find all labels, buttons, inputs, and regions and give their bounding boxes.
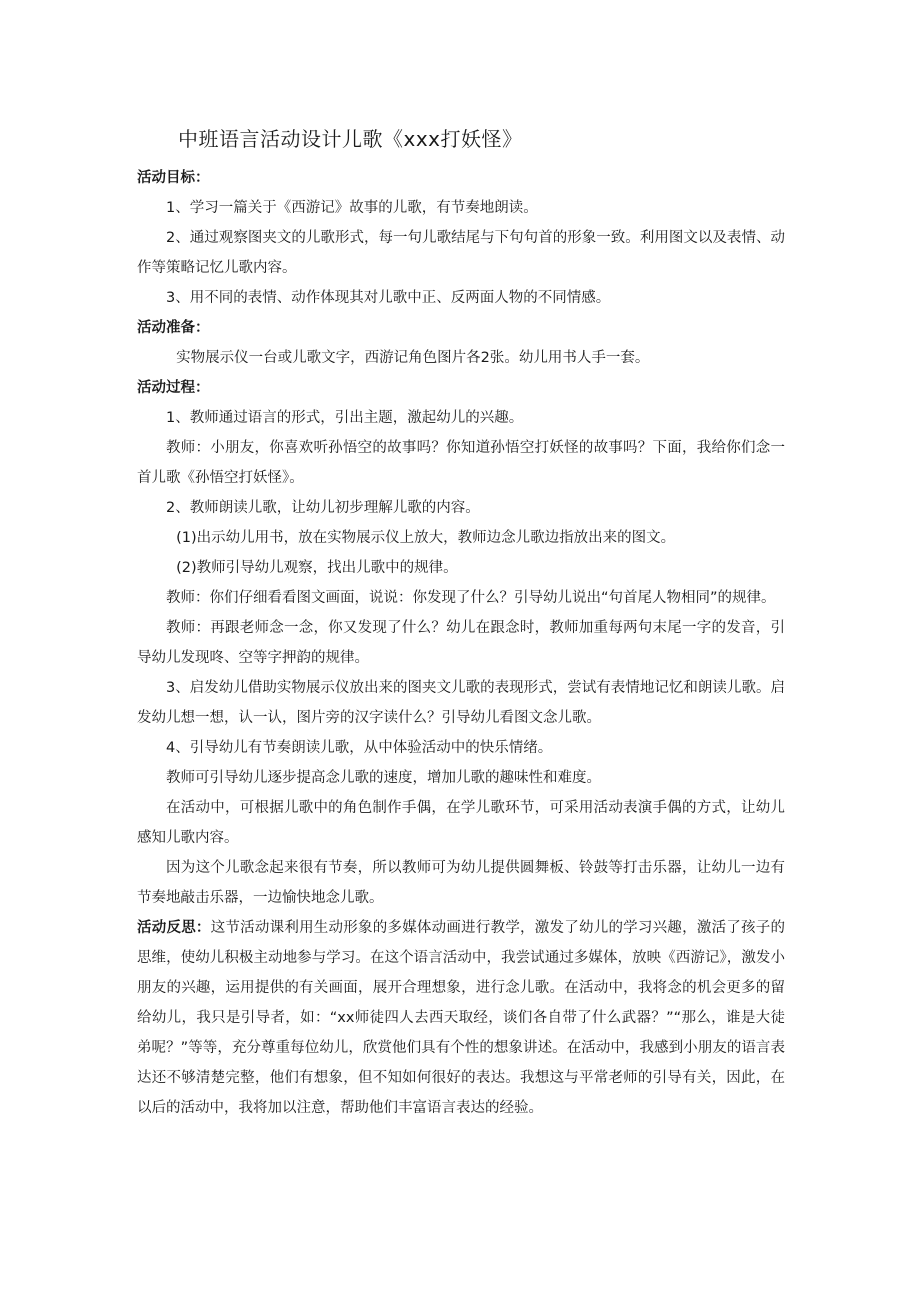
process-item: 2、教师朗读儿歌，让幼儿初步理解儿歌的内容。 [166,500,480,516]
goal-item: 3、用不同的表情、动作体现其对儿歌中正、反两面人物的不同情感。 [166,290,611,306]
goals-heading: 活动目标： [137,170,210,186]
process-item: 3、启发幼儿借助实物展示仪放出来的图夹文儿歌的表现形式，尝试有表情地记忆和朗读儿歌。启发幼儿想一想，认一认，图片旁的汉字读什么？引导幼儿看图文念儿歌。 [137,680,785,726]
goal-item: 2、通过观察图夹文的儿歌形式，每一句儿歌结尾与下句句首的形象一致。利用图文以及表情、动作等策略记忆儿歌内容。 [137,230,785,276]
goal-item: 1、学习一篇关于《西游记》故事的儿歌，有节奏地朗读。 [166,200,538,216]
process-item: 教师：小朋友，你喜欢听孙悟空的故事吗？你知道孙悟空打妖怪的故事吗？下面，我给你们念一首儿歌《孙悟空打妖怪》。 [137,440,785,486]
process-item: 教师：再跟老师念一念，你又发现了什么？幼儿在跟念时，教师加重每两句末尾一字的发音，引导幼儿发现咚、空等字押韵的规律。 [137,620,785,666]
process-item: 4、引导幼儿有节奏朗读儿歌，从中体验活动中的快乐情绪。 [166,740,553,756]
process-item: 教师可引导幼儿逐步提高念儿歌的速度，增加儿歌的趣味性和难度。 [166,770,601,786]
prep-text: 实物展示仪一台或儿歌文字，西游记角色图片各2张。幼儿用书人手一套。 [176,350,650,366]
process-item: (2)教师引导幼儿观察，找出儿歌中的规律。 [176,560,458,576]
process-heading: 活动过程： [137,380,210,396]
document-body [137,163,785,1123]
reflection-paragraph [137,913,785,1123]
process-item: 因为这个儿歌念起来很有节奏，所以教师可为幼儿提供圆舞板、铃鼓等打击乐器，让幼儿一边有节奏地敲击乐器，一边愉快地念儿歌。 [137,860,785,906]
document-title: 中班语言活动设计儿歌《xxx打妖怪》 [178,127,523,151]
prep-heading: 活动准备： [137,320,210,336]
reflection-heading: 活动反思： [137,920,211,936]
reflection-text: 这节活动课利用生动形象的多媒体动画进行教学，激发了幼儿的学习兴趣，激活了孩子的思维，使幼儿积极主动地参与学习。在这个语言活动中，我尝试通过多媒体，放映《西游记》，激发小朋友的兴趣，运用提供的有关画面，展开合理想象，进行念儿歌。在活动中，我将念的机会更多的留给幼儿，我只是引导者，如：“xx师徒四人去西天取经，谈们各自带了什么武器？”“那么，谁是大徒弟呢？”等等，充分尊重每位幼儿，欣赏他们具有个性的想象讲述。在活动中，我感到小朋友的语言表达还不够清楚完整，他们有想象，但不知如何很好的表达。我想这与平常老师的引导有关，因此，在以后的活动中，我将加以注意，帮助他们丰富语言表达的经验。 [137,920,786,1116]
process-item: 在活动中，可根据儿歌中的角色制作手偶，在学儿歌环节，可采用活动表演手偶的方式，让幼儿感知儿歌内容。 [137,800,785,846]
process-item: 教师：你们仔细看看图文画面，说说：你发现了什么？引导幼儿说出“句首尾人物相同”的规律。 [166,590,776,606]
process-item: 1、教师通过语言的形式，引出主题，激起幼儿的兴趣。 [166,410,524,426]
process-item: (1)出示幼儿用书，放在实物展示仪上放大，教师边念儿歌边指放出来的图文。 [176,530,676,546]
